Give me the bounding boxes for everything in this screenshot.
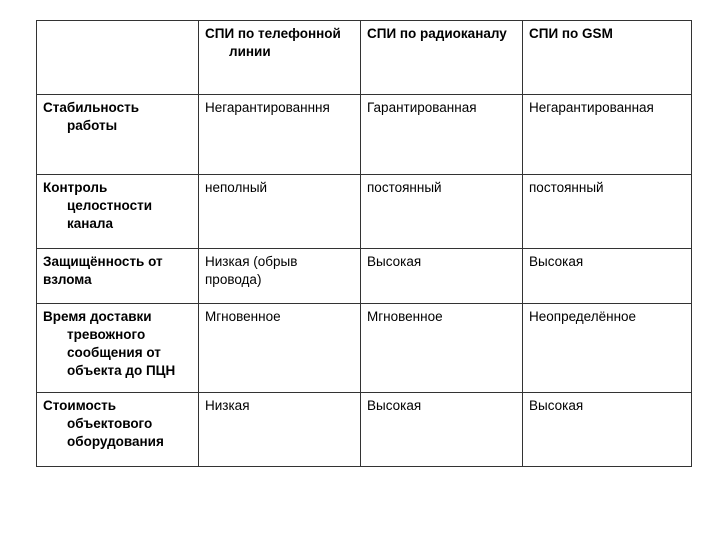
- table-cell: постоянный: [523, 175, 692, 249]
- header-cell: СПИ по телефонной линии: [199, 21, 361, 95]
- table-row: [37, 249, 692, 304]
- table-cell: неполный: [199, 175, 361, 249]
- table-cell: Мгновенное: [361, 304, 523, 393]
- table-row: [37, 304, 692, 393]
- table-cell: Высокая: [361, 393, 523, 467]
- table-row: [37, 393, 692, 467]
- table-cell: Высокая: [523, 249, 692, 304]
- table-cell: постоянный: [361, 175, 523, 249]
- table-cell: Негарантированння: [199, 95, 361, 175]
- row-label: Защищённость от взлома: [37, 249, 199, 304]
- row-label: Стоимость объектового оборудования: [37, 393, 199, 467]
- header-empty-cell: [37, 21, 199, 95]
- table-cell: Высокая: [523, 393, 692, 467]
- table-row: [37, 175, 692, 249]
- header-row: [37, 21, 692, 95]
- row-label: Стабильность работы: [37, 95, 199, 175]
- table-cell: Высокая: [361, 249, 523, 304]
- header-cell: СПИ по радиоканалу: [361, 21, 523, 95]
- table-cell: Низкая (обрыв провода): [199, 249, 361, 304]
- row-label: Время доставки тревожного сообщения от объекта до ПЦН: [37, 304, 199, 393]
- table-cell: Негарантированная: [523, 95, 692, 175]
- header-cell: СПИ по GSM: [523, 21, 692, 95]
- row-label: Контроль целостности канала: [37, 175, 199, 249]
- table-cell: Неопределённое: [523, 304, 692, 393]
- table-row: [37, 95, 692, 175]
- table-cell: Низкая: [199, 393, 361, 467]
- table-cell: Мгновенное: [199, 304, 361, 393]
- comparison-table: [36, 20, 692, 467]
- table-cell: Гарантированная: [361, 95, 523, 175]
